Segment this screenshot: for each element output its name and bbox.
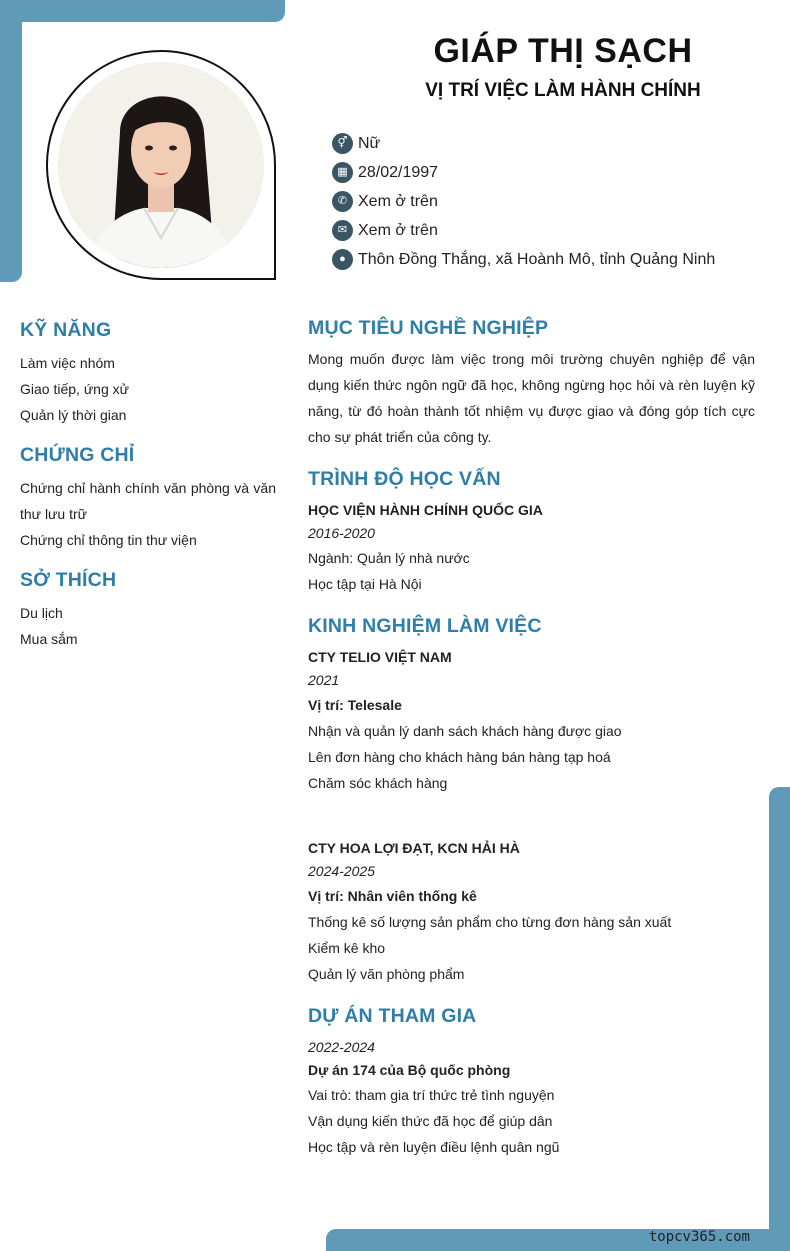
avatar-frame xyxy=(46,50,276,280)
job-period: 2024-2025 xyxy=(308,863,375,879)
project-name: Dự án 174 của Bộ quốc phòng xyxy=(308,1062,511,1078)
job-task: Kiểm kê kho xyxy=(308,940,386,956)
address-value: Thôn Đồng Thắng, xã Hoành Mô, tỉnh Quảng Ninh xyxy=(358,250,716,268)
job-task: Lên đơn hàng cho khách hàng bán hàng tạp hoá xyxy=(308,749,611,765)
decor-bar-top xyxy=(0,0,285,22)
info-address xyxy=(332,245,715,274)
objective-title: MỤC TIÊU NGHỀ NGHIỆP xyxy=(308,317,549,339)
projects-title: DỰ ÁN THAM GIA xyxy=(308,1005,477,1027)
phone-icon: ✆ xyxy=(332,191,353,212)
skills-title: KỸ NĂNG xyxy=(20,319,112,341)
job-task: Thống kê số lượng sản phẩm cho từng đơn hàng sản xuất xyxy=(308,914,672,930)
hobbies-title: SỞ THÍCH xyxy=(20,569,117,591)
project-period: 2022-2024 xyxy=(308,1039,375,1055)
education-title: TRÌNH ĐỘ HỌC VẤN xyxy=(308,468,501,490)
email-value: Xem ở trên xyxy=(358,221,438,239)
skill-item: Quản lý thời gian xyxy=(20,407,127,423)
certificate-item: Chứng chỉ thông tin thư viện xyxy=(20,532,197,548)
company-name: CTY HOA LỢI ĐẠT, KCN HẢI HÀ xyxy=(308,840,520,856)
job-period: 2021 xyxy=(308,672,340,688)
dob-value: 28/02/1997 xyxy=(358,163,439,181)
decor-bar-right xyxy=(769,787,790,1251)
calendar-icon: ▦ xyxy=(332,162,353,183)
certificate-item: Chứng chỉ hành chính văn phòng và văn thư lưu trữ xyxy=(20,480,276,522)
gender-value: Nữ xyxy=(358,134,381,152)
experience-title: KINH NGHIỆM LÀM VIỆC xyxy=(308,615,542,637)
phone-value: Xem ở trên xyxy=(358,192,438,210)
gender-icon: ⚥ xyxy=(332,133,353,154)
company-name: CTY TELIO VIỆT NAM xyxy=(308,649,452,665)
info-phone xyxy=(332,187,715,216)
info-email xyxy=(332,216,715,245)
decor-bar-left xyxy=(0,0,22,282)
education-major: Ngành: Quản lý nhà nước xyxy=(308,550,470,566)
watermark: topcv365.com xyxy=(648,1229,750,1245)
education-period: 2016-2020 xyxy=(308,525,375,541)
skill-item: Làm việc nhóm xyxy=(20,355,115,371)
project-item: Học tập và rèn luyện điều lệnh quân ngũ xyxy=(308,1139,560,1155)
info-gender xyxy=(332,129,715,158)
job-role: Vị trí: Telesale xyxy=(308,697,402,713)
candidate-name: GIÁP THỊ SẠCH xyxy=(433,32,693,70)
job-task: Chăm sóc khách hàng xyxy=(308,775,448,791)
skill-item: Giao tiếp, ứng xử xyxy=(20,381,130,397)
avatar xyxy=(58,62,264,268)
project-item: Vận dụng kiến thức đã học để giúp dân xyxy=(308,1113,553,1129)
school-name: HỌC VIỆN HÀNH CHÍNH QUỐC GIA xyxy=(308,502,543,518)
job-role: Vị trí: Nhân viên thống kê xyxy=(308,888,477,904)
project-item: Vai trò: tham gia trí thức trẻ tình nguyện xyxy=(308,1087,555,1103)
location-pin-icon: ● xyxy=(332,249,353,270)
job-task: Quản lý văn phòng phẩm xyxy=(308,966,465,982)
hobby-item: Du lịch xyxy=(20,605,63,621)
mail-icon: ✉ xyxy=(332,220,353,241)
job-position: VỊ TRÍ VIỆC LÀM HÀNH CHÍNH xyxy=(425,80,701,101)
hobby-item: Mua sắm xyxy=(20,631,78,647)
education-location: Học tập tại Hà Nội xyxy=(308,576,422,592)
contact-info xyxy=(332,129,715,274)
objective-text: Mong muốn được làm việc trong môi trường chuyên nghiệp để vận dụng kiến thức ngôn ngữ đã học, không ngừng học hỏi và rèn luyện kỹ năng, từ đó hoàn thành tốt nhiệm vụ được giao và đóng góp tích cực cho sự phát triển của công ty. xyxy=(308,351,755,445)
job-task: Nhận và quản lý danh sách khách hàng được giao xyxy=(308,723,622,739)
certificates-title: CHỨNG CHỈ xyxy=(20,444,135,466)
info-dob xyxy=(332,158,715,187)
